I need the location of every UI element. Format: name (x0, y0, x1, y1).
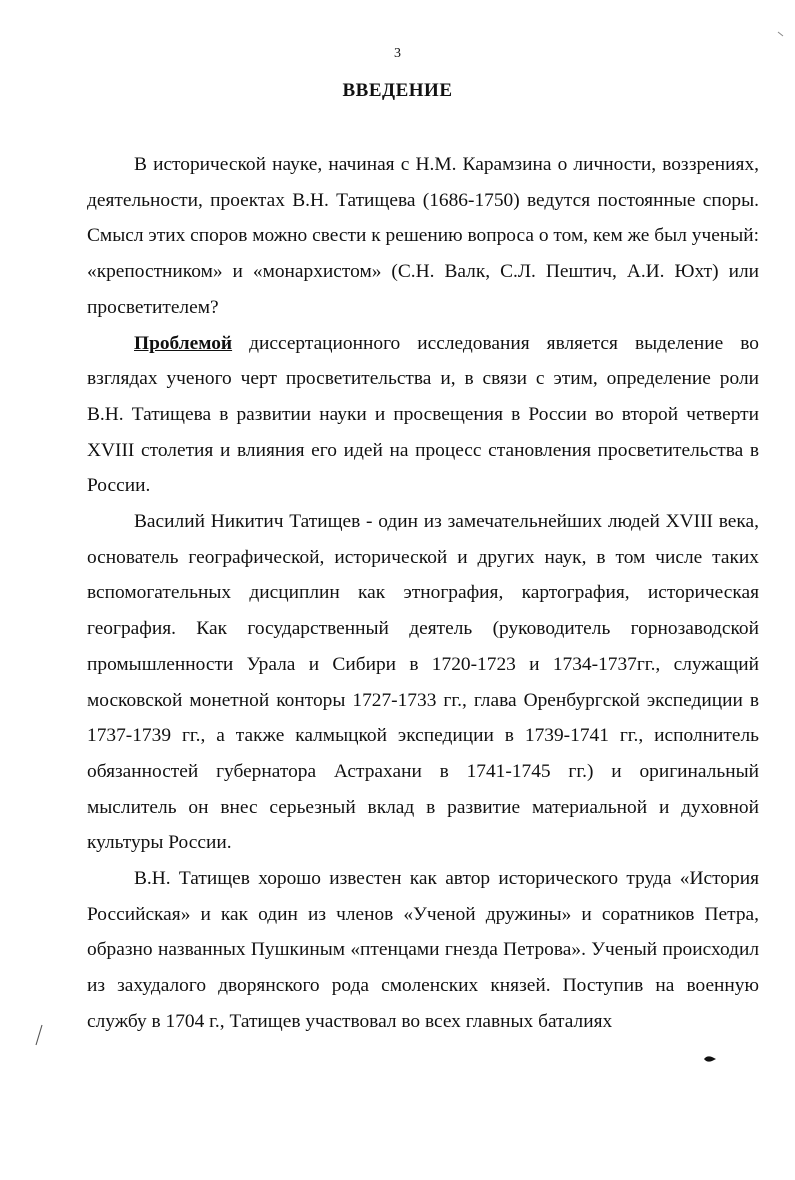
page-number: 3 (394, 46, 401, 61)
ink-blot-mark (703, 1054, 717, 1064)
body-text (87, 147, 759, 1040)
paragraph-career (87, 861, 759, 1040)
scan-stroke-mark (33, 1024, 45, 1046)
highlighted-term: Проблемой (134, 332, 233, 354)
page-title: ВВЕДЕНИЕ (342, 80, 453, 101)
scan-speck-mark (776, 30, 786, 40)
paragraph-text: В исторической науке, начиная с Н.М. Карамзина о личности, воззрениях, деятельности, проектах В.Н. Татищева (1686-1750) ведутся постоянные споры. Смысл этих споров можно свести к решению вопроса о том, кем же был ученый: «крепостником» и «монархистом» (С.Н. Валк, С.Л. Пештич, А.И. Юхт) или просветителем? (87, 154, 759, 318)
paragraph-text: Василий Никитич Татищев - один из замечательнейших людей XVIII века, основатель географической, исторической и других наук, в том числе таких вспомогательных дисциплин как этнография, картография, историческая география. Как государственный деятель (руководитель горнозаводской промышленности Урала и Сибири в 1720-1723 и 1734-1737гг., служащий московской монетной конторы 1727-1733 гг., глава Оренбургской экспедиции в 1737-1739 гг., а также калмыцкой экспедиции в 1739-1741 гг., исполнитель обязанностей губернатора Астрахани в 1741-1745 гг.) и оригинальный мыслитель он внес серьезный вклад в развитие материальной и духовной культуры России. (87, 511, 759, 854)
paragraph-text: В.Н. Татищев хорошо известен как автор исторического труда «История Российская» и как один из членов «Ученой дружины» и соратников Петра, образно названных Пушкиным «птенцами гнезда Петрова». Ученый происходил из захудалого дворянского рода смоленских князей. Поступив на военную службу в 1704 г., Татищев участвовал во всех главных баталиях (87, 868, 759, 1032)
paragraph-intro (87, 147, 759, 326)
paragraph-problem (87, 326, 759, 505)
paragraph-text: диссертационного исследования является выделение во взглядах ученого черт просветительства и, в связи с этим, определение роли В.Н. Татищева в развитии науки и просвещения в России во второй четверти XVIII столетия и влияния его идей на процесс становления просветительства в России. (87, 332, 759, 497)
paragraph-biography (87, 504, 759, 861)
